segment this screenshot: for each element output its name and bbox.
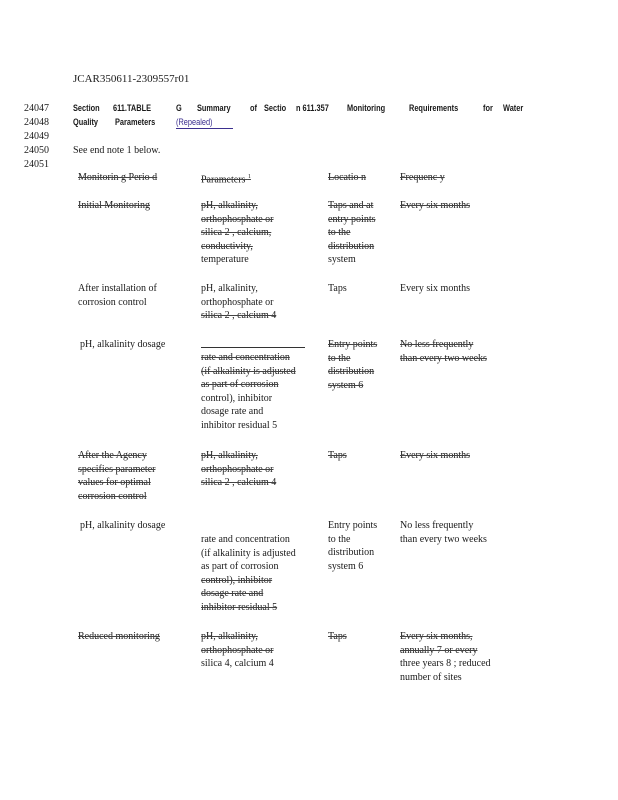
line-number: 24051 — [24, 159, 49, 170]
row-after-install-frequency: Every six months — [400, 283, 470, 294]
line-number: 24050 — [24, 145, 49, 156]
section-word: of — [250, 103, 257, 113]
line-number: 24049 — [24, 131, 49, 142]
header-parameters: Parameters $^1$ — [201, 174, 251, 186]
line-number: 24048 — [24, 117, 49, 128]
row-after-agency-location: Taps — [328, 450, 347, 461]
section-word: n 611.357 — [296, 103, 329, 113]
section-word: G — [176, 103, 182, 113]
row-reduced-period: Reduced monitoring — [78, 631, 160, 642]
row-after-agency-frequency: Every six months — [400, 450, 470, 461]
header-monitoring-period: Monitorin g Perio d — [78, 172, 158, 183]
row-initial-frequency: Every six months — [400, 200, 470, 211]
end-note-reference: See end note 1 below. — [73, 145, 161, 156]
row-initial-parameters: pH, alkalinity, orthophosphate or silica 2 , calcium, conductivity, temperature — [201, 200, 274, 266]
section-word: Quality — [73, 117, 99, 127]
document-id: JCAR350611-2309557r01 — [73, 73, 190, 85]
row-after-agency-parameters: pH, alkalinity, orthophosphate or silica 2 , calcium 4 — [201, 450, 277, 489]
repealed-label: (Repealed) — [176, 117, 213, 127]
row-after-install-period: After installation of corrosion control — [78, 283, 157, 308]
row-after-install-location: Taps — [328, 283, 347, 294]
header-frequency: Frequenc y — [400, 172, 445, 183]
row-initial-period: Initial Monitoring — [78, 200, 150, 211]
row-dosage-parameters: rate and concentration (if alkalinity is adjusted as part of corrosion control), inhibitor dosage rate and inhibitor residual 5 — [201, 352, 296, 431]
row-dosage2-period: pH, alkalinity dosage — [80, 520, 166, 531]
repealed-underline — [176, 128, 233, 129]
row-dosage-frequency: No less frequently than every two weeks — [400, 339, 487, 364]
section-word: Summary — [197, 103, 231, 113]
row-reduced-location: Taps — [328, 631, 347, 642]
line-number: 24047 — [24, 103, 49, 114]
section-word: Requirements — [409, 103, 459, 113]
section-word: 611.TABLE — [113, 103, 152, 113]
row-reduced-parameters: pH, alkalinity, orthophosphate or silica 4, calcium 4 — [201, 631, 274, 670]
header-location: Locatio n — [328, 172, 367, 183]
section-word: Water — [503, 103, 524, 113]
section-word: Monitoring — [347, 103, 386, 113]
section-word: Sectio — [264, 103, 287, 113]
row-dosage2-parameters: rate and concentration (if alkalinity is adjusted as part of corrosion control), inhibitor dosage rate and inhibitor residual 5 — [201, 534, 296, 613]
section-word: Parameters — [115, 117, 156, 127]
row-initial-location: Taps and at entry points to the distribution system — [328, 200, 376, 266]
section-word: Section — [73, 103, 100, 113]
row-after-install-parameters: pH, alkalinity, orthophosphate or silica 2 , calcium 4 — [201, 283, 277, 322]
row-dosage-location: Entry points to the distribution system 6 — [328, 339, 378, 391]
section-word: for — [483, 103, 493, 113]
row-dosage2-frequency: No less frequently than every two weeks — [400, 520, 487, 545]
row-dosage2-location: Entry points to the distribution system 6 — [328, 520, 378, 572]
row-dosage-period: pH, alkalinity dosage — [80, 339, 166, 350]
row-reduced-frequency: Every six months, annually 7 or every three years 8 ; reduced number of sites — [400, 631, 491, 683]
deleted-line-mark — [201, 347, 305, 348]
row-after-agency-period: After the Agency specifies parameter values for optimal corrosion control — [78, 450, 156, 502]
